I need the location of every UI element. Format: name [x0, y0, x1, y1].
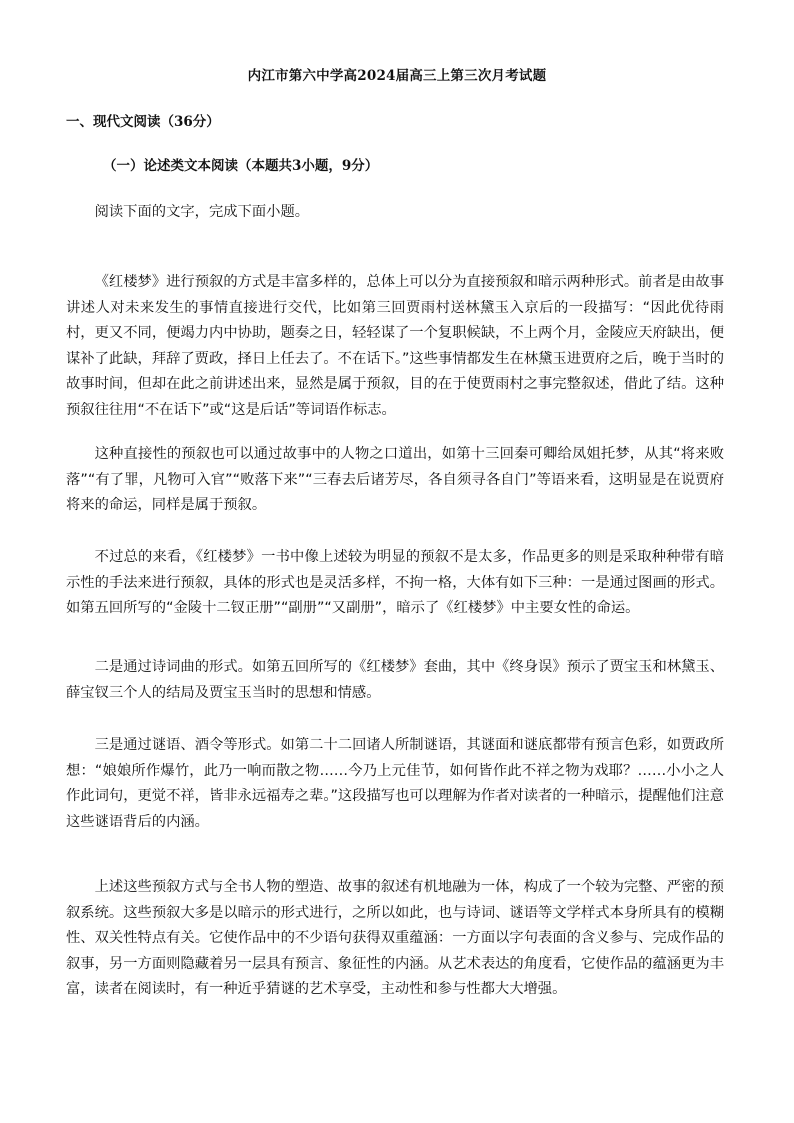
body-paragraph: 不过总的来看，《红楼梦》一书中像上述较为明显的预叙不是太多，作品更多的则是采取种种带有暗示性的手法来进行预叙，具体的形式也是灵活多样，不拘一格，大体有如下三种：一是通过图画的形式。如第五回所写的“金陵十二钗正册”“副册”“又副册”，暗示了《红楼梦》中主要女性的命运。: [66, 549, 724, 616]
section-heading: 一、现代文阅读（36分）: [66, 114, 220, 130]
exam-title: 内江市第六中学高2024届高三上第三次月考试题: [247, 68, 547, 84]
body-paragraph: 三是通过谜语、酒令等形式。如第二十二回诸人所制谜语，其谜面和谜底都带有预言色彩，如贾政所想：“娘娘所作爆竹，此乃一响而散之物……今乃上元佳节，如何皆作此不祥之物为戏耶？……小小之人作此词句，更觉不祥，皆非永远福寿之辈。”这段描写也可以理解为作者对读者的一种暗示，提醒他们注意这些谜语背后的内涵。: [66, 737, 724, 830]
body-paragraph: 二是通过诗词曲的形式。如第五回所写的《红楼梦》套曲，其中《终身误》预示了贾宝玉和林黛玉、薛宝钗三个人的结局及贾宝玉当时的思想和情感。: [66, 659, 724, 701]
reading-instruction: 阅读下面的文字，完成下面小题。: [94, 204, 310, 220]
body-paragraph: 《红楼梦》进行预叙的方式是丰富多样的，总体上可以分为直接预叙和暗示两种形式。前者是由故事讲述人对未来发生的事情直接进行交代，比如第三回贾雨村送林黛玉入京后的一段描写：“因此优待雨村，更又不同，便竭力内中协助，题奏之日，轻轻谋了一个复职候缺，不上两个月，金陵应天府缺出，便谋补了此缺，拜辞了贾政，择日上任去了。不在话下。”这些事情都发生在林黛玉进贾府之后，晚于当时的故事时间，但却在此之前讲述出来，显然是属于预叙，目的在于使贾雨村之事完整叙述，借此了结。这种预叙往往用“不在话下”或“这是后话”等词语作标志。: [66, 274, 724, 418]
body-paragraph: 这种直接性的预叙也可以通过故事中的人物之口道出，如第十三回秦可卿给凤姐托梦，从其“将来败落”“有了罪，凡物可入官”“败落下来”“三春去后诸芳尽，各自须寻各自门”等语来看，这明显是在说贾府将来的命运，同样是属于预叙。: [66, 446, 724, 513]
body-paragraph: 上述这些预叙方式与全书人物的塑造、故事的叙述有机地融为一体，构成了一个较为完整、严密的预叙系统。这些预叙大多是以暗示的形式进行，之所以如此，也与诗词、谜语等文学样式本身所具有的模糊性、双关性特点有关。它使作品中的不少语句获得双重蕴涵：一方面以字句表面的含义参与、完成作品的叙事，另一方面则隐藏着另一层具有预言、象征性的内涵。从艺术表达的角度看，它使作品的蕴涵更为丰富，读者在阅读时，有一种近乎猜谜的艺术享受，主动性和参与性都大大增强。: [66, 879, 724, 997]
subsection-heading: （一）论述类文本阅读（本题共3小题，9分）: [103, 158, 379, 174]
